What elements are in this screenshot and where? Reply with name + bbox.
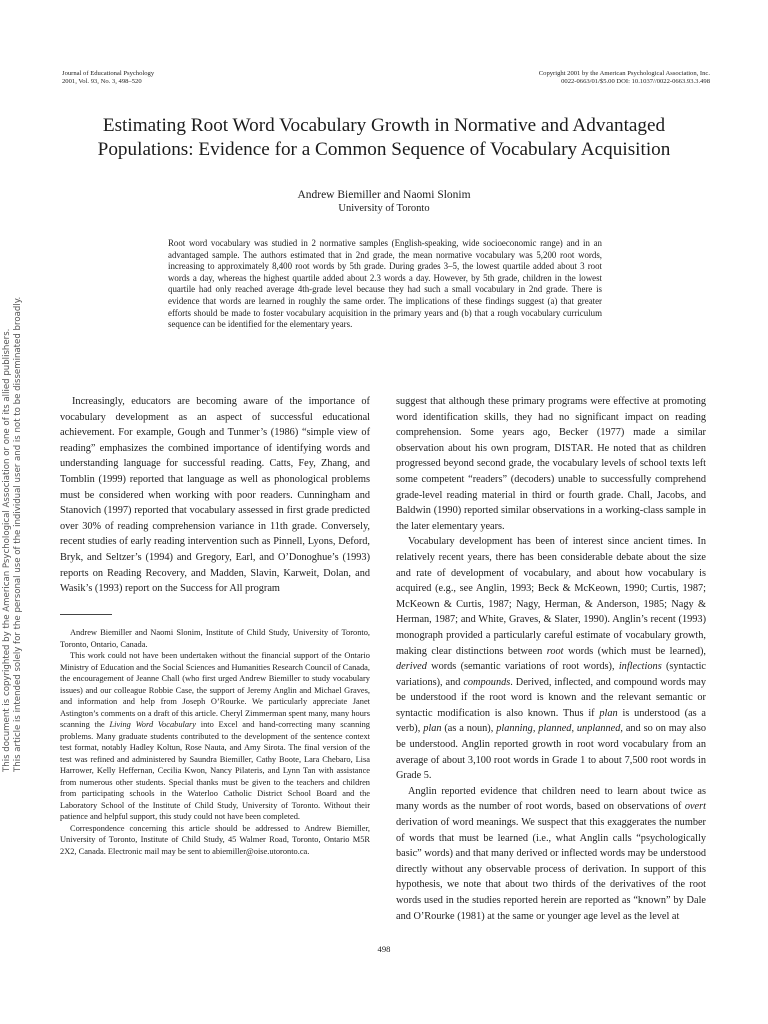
copyright-notice (539, 70, 710, 86)
em-overt: overt (684, 801, 706, 813)
text-span: Anglin reported evidence that children need to learn about twice as many words as the number of root words, based on observations of (396, 785, 706, 813)
right-paragraph-3 (396, 784, 706, 924)
journal-volume: 2001, Vol. 93, No. 3, 498–520 (62, 78, 142, 85)
text-span: is understood (as a verb), (396, 707, 706, 735)
right-column (396, 394, 706, 924)
copyright-line: Copyright 2001 by the American Psychological Association, Inc. (538, 70, 710, 77)
em-plan-noun: plan (423, 723, 442, 735)
em-root: root (546, 645, 564, 657)
journal-citation (62, 70, 154, 86)
side-notice-line-2: This article is intended solely for the personal use of the individual user and is not to be disseminated broadly. (13, 296, 23, 772)
text-span: (syntactic variations), and (396, 661, 706, 688)
text-span: Vocabulary development has been of interest since ancient times. In relatively recent years, there has been considerable debate about the size and rate of development of vocabulary, and about how vocabulary is acquired (e.g., see Anglin, 1993; Beck & McKeown, 1990; Curtis, 1987; McKeown & Curtis, 1987; Nagy, Herman, & Anderson, 1985; Nagy & Herman, 1987; and White, Graves, & Slater, 1990). Anglin’s recent (1993) monograph provided a particularly careful estimate of vocabulary growth, making clear distinctions between (396, 536, 706, 657)
doi-line: 0022-0663/01/$5.00 DOI: 10.1037//0022-0663.93.3.498 (561, 78, 710, 85)
em-compounds: compounds (463, 676, 511, 688)
page-number: 498 (377, 944, 391, 954)
ack-text-1: This work could not have been undertaken without the financial support of the Ontario Ministry of Education and the Social Sciences and Humanities Research Council of Canada, the encouragement of Jeanne Chall (who first urged Andrew Biemiller to study vocabulary issues) and our colleague Robbie Case, the support of Jeremy Anglin and Michael Graves, and information and help from Joseph O’Rourke. We particularly appreciate Janet Astington’s comments on a draft of this article. Cheryl Zimmerman spent many, many hours scanning the (60, 651, 370, 729)
ack-text-2: into Excel and hand-correcting many scanning problems. Many graduate students contributed to the development of the sentence context test format, notably Hadley Koltun, Rose Nauta, and Amy Sirota. The final version of the test was refined and administered by Saundra Biemiller, Cathy Boote, Lara Chebaro, Lisa Harrower, Kelly Heffernan, Cecilia Kwon, Nancy Pilateris, and Lynn Tan with assistance from numerous other students. Special thanks must be given to the teachers and children from participating schools in the Waterloo Catholic District School Board and the Laboratory School of the Institute of Child Study, University of Toronto. Without their patience and helpful support, this study could not have been completed. (60, 720, 370, 821)
abstract: Root word vocabulary was studied in 2 normative samples (English-speaking, wide socioeconomic range) and in an advantaged sample. The authors estimated that in 2nd grade, the mean normative vocabulary was 5,200 root words, increasing to approximately 8,400 root words by 5th grade. During grades 3–5, the lowest quartile added about 3 root words a day, whereas the highest quartile added about 2.3 words a day. However, by 5th grade, children in the lowest quartile had only reached average 4th-grade level because they had such a small vocabulary in 2nd grade. There is evidence that words are learned in roughly the same order. The implications of these findings suggest (a) that greater efforts should be made to foster vocabulary acquisition in the primary years and (b) that a rough vocabulary curriculum sequence can be identified for the elementary years. (168, 238, 602, 330)
em-inflections: inflections (618, 661, 662, 673)
text-span: derivation of word meanings. We suspect that this exaggerates the number of words that must be learned (i.e., what Anglin calls “psychologically basic” words) and that many derived or inflected words may be understood directly without any observable process of derivation. In support of this hypothesis, we note that about two thirds of the derivatives of the root words used in the studies reported herein are reported as “known” by Dale and O’Rourke (1981) at the same or younger age level as the level at (396, 817, 706, 922)
author-affiliation: University of Toronto (338, 203, 430, 214)
text-span: , and so on may also be understood. Anglin reported growth in root word vocabulary from an average of about 3,100 root words in Grade 1 to about 7,500 root words in Grade 5. (396, 723, 706, 782)
side-notice-line-1: This document is copyrighted by the American Psychological Association or one of its allied publishers. (2, 328, 12, 772)
journal-name: Journal of Educational Psychology (62, 70, 155, 77)
right-paragraph-2 (396, 534, 706, 784)
author-note-affiliation: Andrew Biemiller and Naomi Slonim, Institute of Child Study, University of Toronto, Toronto, Ontario, Canada. (60, 628, 370, 649)
author-note-correspondence: Correspondence concerning this article should be addressed to Andrew Biemiller, University of Toronto, Institute of Child Study, 45 Walmer Road, Toronto, Ontario M5R 2X2, Canada. Electronic mail may be sent to abiemiller@oise.utoronto.ca. (60, 823, 370, 856)
ack-italic-title: Living Word Vocabulary (109, 720, 197, 729)
right-paragraph-1: suggest that although these primary programs were effective at promoting word identification skills, they had no significant impact on reading comprehension. Some years ago, Becker (1977) made a similar observation about his own program, DISTAR. He noted that as children progressed beyond second grade, the vocabulary levels of school texts left some competent “readers” (decoders) unable to successfully comprehend grade-level reading material in third or fourth grade. Chall, Jacobs, and Baldwin (1990) reported similar observations in a working-class sample in the later elementary years. (396, 396, 706, 532)
title-line-2: Populations: Evidence for a Common Sequence of Vocabulary Acquisition (97, 139, 671, 160)
author-names: Andrew Biemiller and Naomi Slonim (297, 189, 471, 201)
text-span: . Derived, inflected, and compound words may be understood if the root word is known and the relevant semantic or syntactic modification is also known. Thus if (396, 676, 706, 719)
text-span: (as a noun), (441, 723, 497, 735)
author-note-acknowledgments (60, 650, 370, 823)
left-column (60, 394, 370, 597)
title-line-1: Estimating Root Word Vocabulary Growth in Normative and Advantaged (102, 115, 666, 136)
text-span: words (which must be learned), (563, 645, 706, 657)
em-plan: plan (599, 707, 618, 719)
side-copyright-notice (2, 297, 24, 772)
footnote-rule (60, 614, 112, 615)
article-title (40, 114, 728, 162)
em-plan-variants: planning, planned, unplanned (496, 723, 621, 735)
text-span: words (semantic variations of root words), (426, 661, 619, 673)
author-notes (60, 627, 370, 857)
intro-paragraph: Increasingly, educators are becoming aware of the importance of vocabulary development as an aspect of successful educational achievement. For example, Gough and Tunmer’s (1986) “simple view of reading” emphasizes the combined importance of identifying words and understanding language for successful reading. Catts, Fey, Zhang, and Tomblin (1999) reported that language as well as phonological problems must be considered when working with poor readers. Cunningham and Stanovich (1997) reported that vocabulary assessed in first grade predicted over 30% of reading comprehension variance in 11th grade. Conversely, recent studies of early reading intervention such as Pinnell, Lyons, Deford, Bryk, and Seltzer’s (1994) and Gregory, Earl, and O’Donoghue’s (1993) reports on Reading Recovery, and Madden, Slavin, Karweit, Dolan, and Wasik’s (1993) report on the Success for All program (60, 396, 370, 595)
em-derived: derived (396, 661, 427, 673)
